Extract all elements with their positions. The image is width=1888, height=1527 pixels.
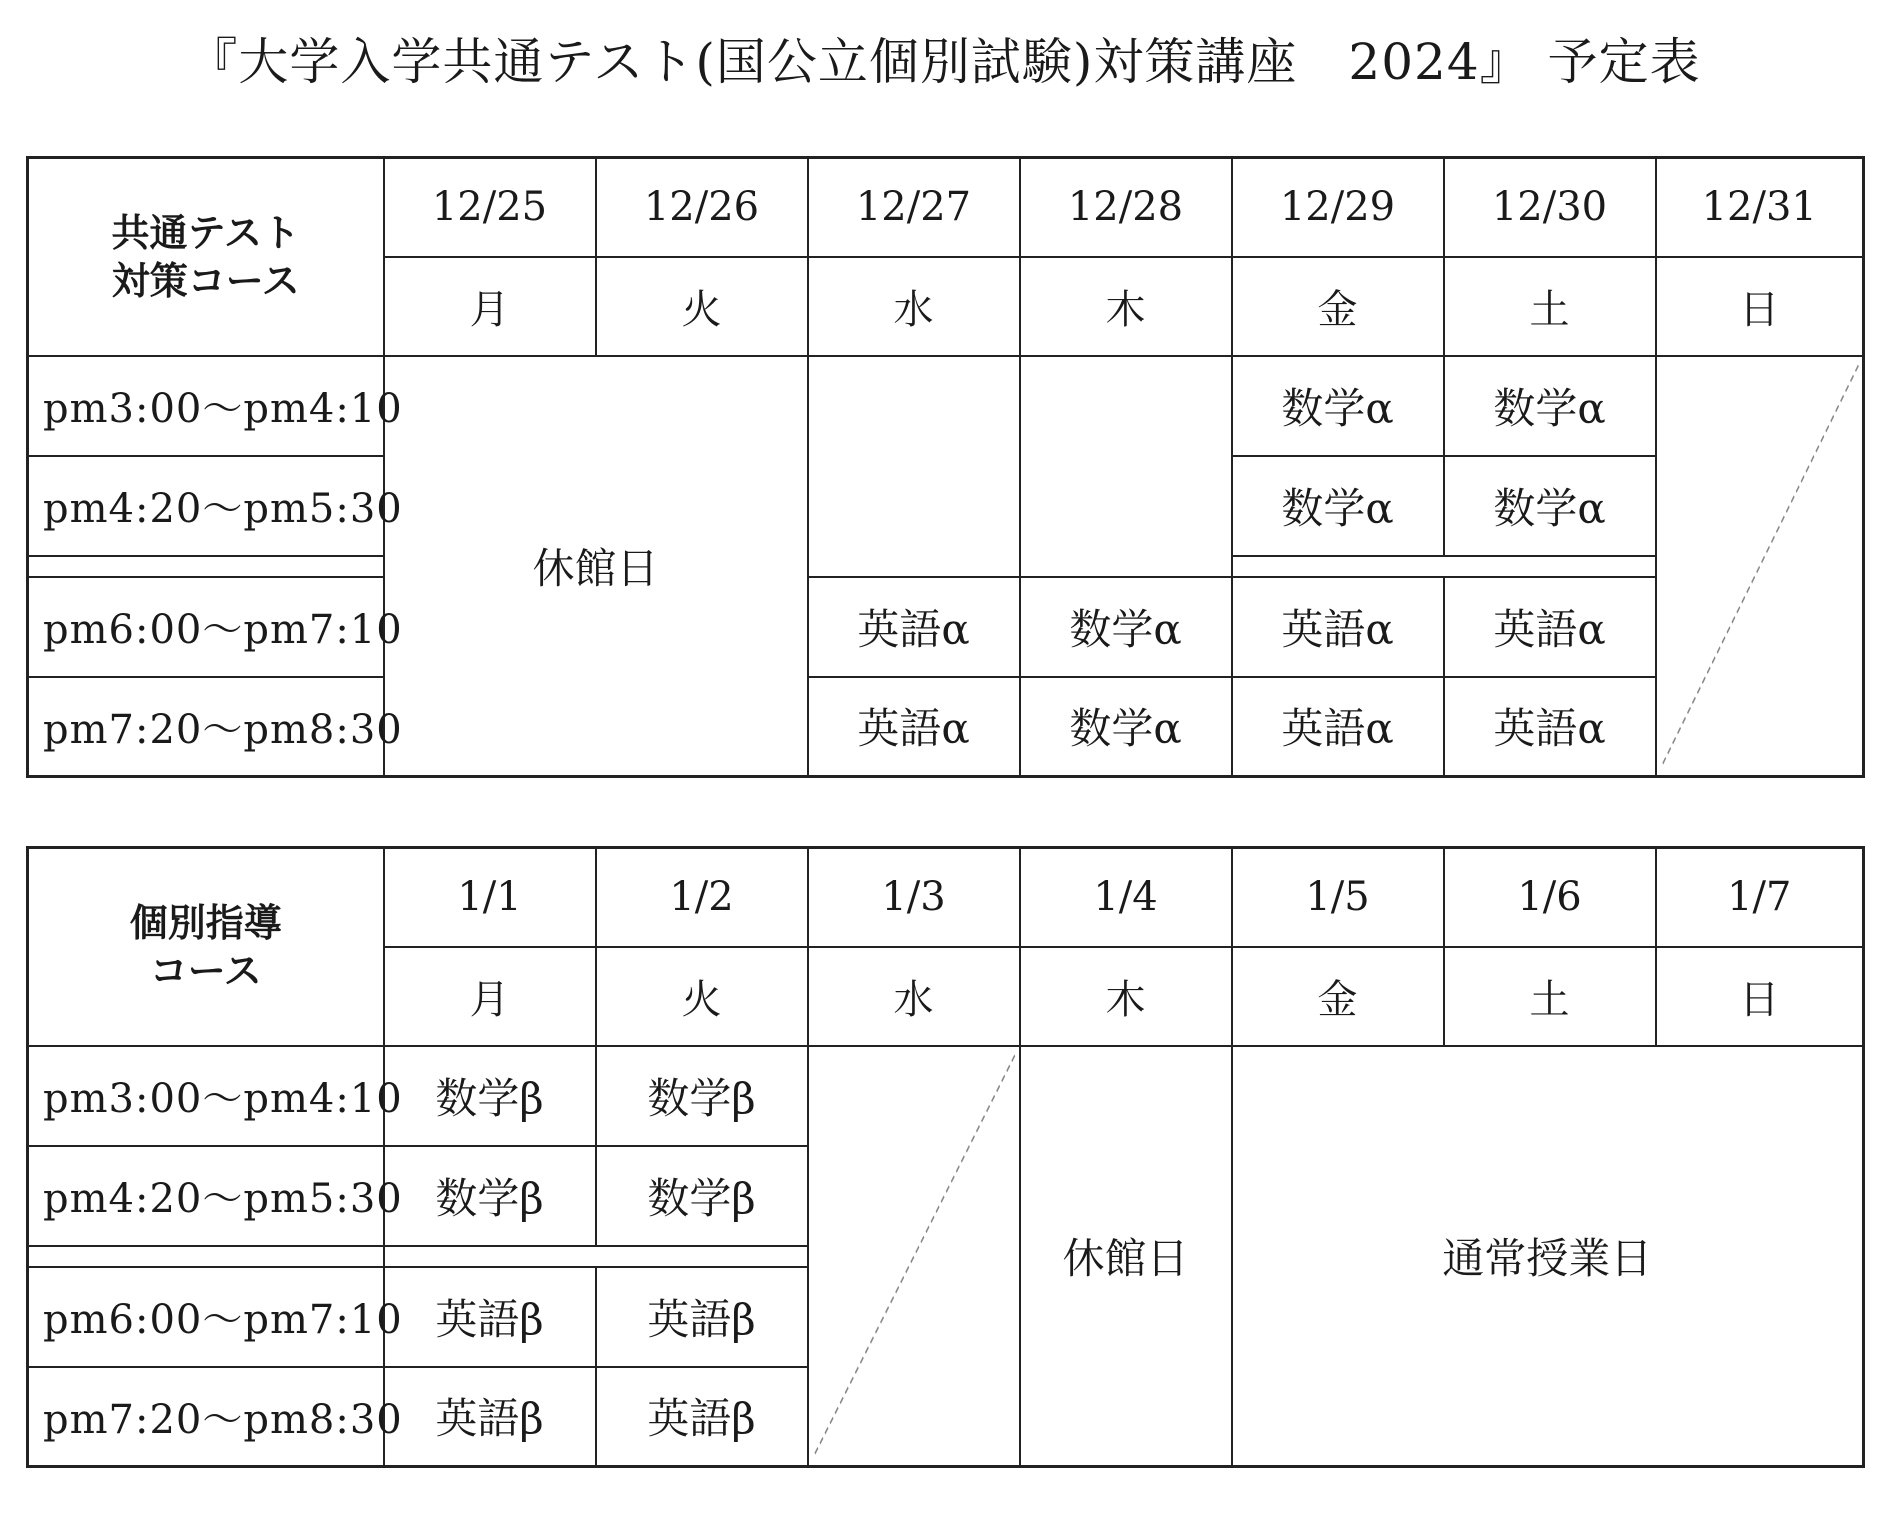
date-row (28, 848, 1864, 947)
course-name-cell (28, 158, 384, 356)
weekday-cell: 土 (1444, 257, 1656, 356)
break-cell (384, 1246, 808, 1267)
class-cell: 英語α (1444, 677, 1656, 777)
break-cell (1232, 556, 1656, 577)
class-cell: 英語β (384, 1267, 596, 1367)
date-cell: 12/31 (1656, 158, 1864, 257)
class-cell: 英語α (1232, 677, 1444, 777)
weekday-cell: 火 (596, 257, 808, 356)
date-cell: 12/26 (596, 158, 808, 257)
date-cell: 1/6 (1444, 848, 1656, 947)
page-title: 『大学入学共通テスト(国公立個別試験)対策講座 2024』 予定表 (187, 33, 1701, 91)
time-slot-cell: pm4:20〜pm5:30 (28, 456, 384, 556)
time-slot-cell: pm7:20〜pm8:30 (28, 1367, 384, 1467)
weekday-cell: 日 (1656, 257, 1864, 356)
time-slot-row (28, 677, 1864, 777)
class-cell: 数学β (384, 1046, 596, 1146)
class-cell: 数学α (1020, 577, 1232, 677)
class-cell: 英語β (384, 1367, 596, 1467)
course-name-cell (28, 848, 384, 1046)
weekday-cell: 金 (1232, 257, 1444, 356)
time-slot-row (28, 577, 1864, 677)
time-slot-cell: pm3:00〜pm4:10 (28, 1046, 384, 1146)
empty-cell (1020, 356, 1232, 577)
closed-day-cell: 休館日 (1020, 1046, 1232, 1467)
time-slot-cell: pm6:00〜pm7:10 (28, 1267, 384, 1367)
weekday-cell: 土 (1444, 947, 1656, 1046)
date-cell: 1/5 (1232, 848, 1444, 947)
weekday-cell: 火 (596, 947, 808, 1046)
class-cell: 数学β (384, 1146, 596, 1246)
time-slot-row (28, 356, 1864, 456)
class-cell: 数学α (1232, 356, 1444, 456)
weekday-cell: 水 (808, 947, 1020, 1046)
date-cell: 12/28 (1020, 158, 1232, 257)
time-slot-cell: pm7:20〜pm8:30 (28, 677, 384, 777)
no-class-slash-cell (808, 1046, 1020, 1467)
date-cell: 1/4 (1020, 848, 1232, 947)
date-row (28, 158, 1864, 257)
time-slot-cell: pm4:20〜pm5:30 (28, 1146, 384, 1246)
date-cell: 12/25 (384, 158, 596, 257)
break-cell (28, 1246, 384, 1267)
slash-line (1657, 357, 1863, 776)
no-class-slash-cell (1656, 356, 1864, 777)
class-cell: 英語α (808, 577, 1020, 677)
class-cell: 数学β (596, 1146, 808, 1246)
course-name-line2: 対策コース (111, 258, 300, 303)
date-cell: 1/3 (808, 848, 1020, 947)
schedule-table-common-test (26, 156, 1865, 778)
course-name-line1: 共通テスト (111, 210, 300, 255)
date-cell: 12/27 (808, 158, 1020, 257)
weekday-cell: 木 (1020, 257, 1232, 356)
weekday-cell: 月 (384, 257, 596, 356)
class-cell: 英語α (1232, 577, 1444, 677)
break-cell (28, 556, 384, 577)
weekday-cell: 日 (1656, 947, 1864, 1046)
time-slot-cell: pm6:00〜pm7:10 (28, 577, 384, 677)
weekday-cell: 金 (1232, 947, 1444, 1046)
schedule-table-individual (26, 846, 1865, 1468)
date-cell: 12/29 (1232, 158, 1444, 257)
class-cell: 数学β (596, 1046, 808, 1146)
date-cell: 1/1 (384, 848, 596, 947)
date-cell: 1/2 (596, 848, 808, 947)
slash-line (809, 1047, 1019, 1466)
class-cell: 数学α (1232, 456, 1444, 556)
class-cell: 数学α (1444, 356, 1656, 456)
date-cell: 1/7 (1656, 848, 1864, 947)
class-cell: 数学α (1020, 677, 1232, 777)
date-cell: 12/30 (1444, 158, 1656, 257)
regular-class-day-cell: 通常授業日 (1232, 1046, 1864, 1467)
class-cell: 英語β (596, 1367, 808, 1467)
course-name-line1: 個別指導 (129, 900, 282, 945)
weekday-cell: 水 (808, 257, 1020, 356)
weekday-cell: 月 (384, 947, 596, 1046)
closed-day-cell: 休館日 (384, 356, 808, 777)
weekday-cell: 木 (1020, 947, 1232, 1046)
time-slot-cell: pm3:00〜pm4:10 (28, 356, 384, 456)
time-slot-row (28, 1046, 1864, 1146)
class-cell: 数学α (1444, 456, 1656, 556)
class-cell: 英語α (808, 677, 1020, 777)
course-name-line2: コース (149, 948, 262, 993)
class-cell: 英語α (1444, 577, 1656, 677)
class-cell: 英語β (596, 1267, 808, 1367)
empty-cell (808, 356, 1020, 577)
